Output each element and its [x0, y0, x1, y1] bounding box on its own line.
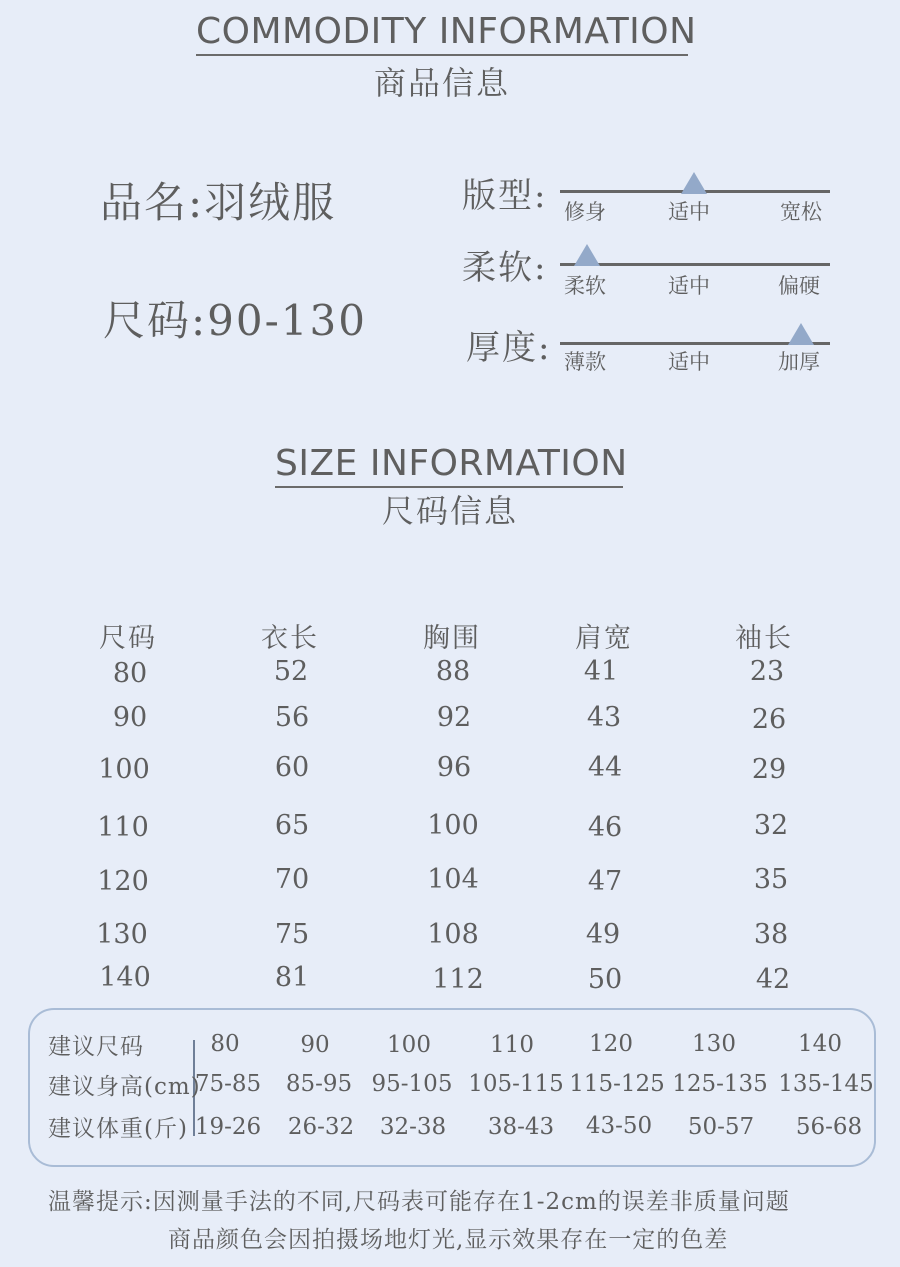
- meter-tick: 适中: [668, 274, 710, 298]
- meter-tick: 修身: [564, 200, 606, 224]
- table-header: 袖长: [735, 623, 793, 654]
- table-cell: 44: [587, 752, 623, 783]
- table-cell: 46: [587, 812, 623, 843]
- table-cell: 92: [436, 702, 472, 733]
- table-cell: 52: [273, 656, 309, 687]
- meter-tick: 柔软: [564, 274, 606, 298]
- recommend-height: 125-135: [672, 1071, 768, 1097]
- table-cell: 49: [585, 919, 621, 950]
- table-header: 肩宽: [575, 623, 633, 654]
- table-cell: 38: [753, 919, 789, 950]
- product-name: 品名:羽绒服: [100, 178, 337, 227]
- table-cell: 110: [97, 812, 149, 843]
- recommend-weight: 26-32: [287, 1114, 355, 1140]
- recommend-weight: 32-38: [379, 1114, 447, 1140]
- recommend-height: 75-85: [194, 1071, 262, 1097]
- table-cell: 50: [587, 964, 623, 995]
- table-cell: 75: [274, 919, 310, 950]
- meter-tick: 薄款: [564, 350, 606, 374]
- table-cell: 29: [751, 754, 787, 785]
- table-cell: 47: [587, 866, 623, 897]
- recommend-weight: 56-68: [795, 1114, 863, 1140]
- size-table: [0, 610, 900, 1000]
- table-cell: 56: [274, 702, 310, 733]
- table-cell: 35: [753, 864, 789, 895]
- table-cell: 23: [749, 656, 785, 687]
- table-cell: 112: [432, 964, 484, 995]
- recommend-size: 140: [798, 1031, 842, 1057]
- table-cell: 90: [112, 702, 148, 733]
- table-cell: 32: [753, 810, 789, 841]
- size-range: 尺码:90-130: [103, 296, 367, 345]
- size-title-en: SIZE INFORMATION: [275, 444, 623, 488]
- commodity-title-cn: 商品信息: [373, 64, 510, 102]
- table-cell: 42: [755, 964, 791, 995]
- note-line-1: 温馨提示:因测量手法的不同,尺码表可能存在1-2cm的误差非质量问题: [48, 1189, 790, 1215]
- triangle-marker-icon: [574, 244, 600, 266]
- recommend-size-label: 建议尺码: [48, 1034, 144, 1060]
- recommend-size: 110: [490, 1032, 534, 1058]
- meter-tick: 适中: [668, 350, 710, 374]
- table-cell: 100: [427, 810, 479, 841]
- table-cell: 104: [427, 864, 479, 895]
- meter-tick: 偏硬: [778, 274, 820, 298]
- table-cell: 60: [274, 752, 310, 783]
- note-line-2: 商品颜色会因拍摄场地灯光,显示效果存在一定的色差: [168, 1227, 729, 1253]
- table-cell: 65: [274, 810, 310, 841]
- recommend-size: 80: [210, 1031, 240, 1057]
- recommend-size: 90: [300, 1032, 330, 1058]
- table-cell: 26: [751, 704, 787, 735]
- meter-tick: 宽松: [780, 200, 822, 224]
- meter-softness: [460, 240, 840, 300]
- meter-line: [560, 263, 830, 266]
- meter-fit: [460, 168, 840, 228]
- recommend-height-label: 建议身高(cm): [48, 1074, 201, 1100]
- table-header: 胸围: [423, 623, 481, 654]
- table-cell: 140: [99, 962, 151, 993]
- table-cell: 80: [112, 658, 148, 689]
- table-cell: 41: [583, 656, 619, 687]
- table-cell: 43: [586, 702, 622, 733]
- recommend-height: 135-145: [778, 1071, 874, 1097]
- size-title-cn: 尺码信息: [381, 492, 518, 530]
- recommend-weight-label: 建议体重(斤): [48, 1116, 188, 1142]
- recommend-weight: 43-50: [585, 1113, 653, 1139]
- meter-label: 版型:: [462, 176, 548, 216]
- table-cell: 81: [274, 962, 310, 993]
- recommend-size: 120: [589, 1031, 633, 1057]
- table-header: 尺码: [99, 623, 157, 654]
- recommend-weight: 50-57: [687, 1114, 755, 1140]
- table-cell: 100: [98, 754, 150, 785]
- recommend-weight: 38-43: [487, 1114, 555, 1140]
- table-cell: 70: [274, 864, 310, 895]
- table-cell: 88: [435, 656, 471, 687]
- table-cell: 120: [97, 866, 149, 897]
- meter-thickness: [460, 320, 840, 380]
- recommend-weight: 19-26: [194, 1114, 262, 1140]
- table-cell: 108: [427, 919, 479, 950]
- recommend-height: 85-95: [285, 1071, 353, 1097]
- meter-label: 厚度:: [466, 328, 552, 368]
- table-cell: 130: [96, 919, 148, 950]
- recommend-height: 105-115: [468, 1071, 564, 1097]
- meter-tick: 加厚: [778, 350, 820, 374]
- commodity-title-en: COMMODITY INFORMATION: [196, 12, 688, 56]
- table-cell: 96: [436, 752, 472, 783]
- recommend-size: 100: [387, 1032, 431, 1058]
- triangle-marker-icon: [788, 323, 814, 345]
- triangle-marker-icon: [681, 172, 707, 194]
- recommend-height: 95-105: [371, 1071, 453, 1097]
- recommend-size: 130: [692, 1031, 736, 1057]
- meter-label: 柔软:: [462, 248, 548, 288]
- table-header: 衣长: [261, 623, 319, 654]
- meter-tick: 适中: [668, 200, 710, 224]
- recommend-height: 115-125: [569, 1071, 665, 1097]
